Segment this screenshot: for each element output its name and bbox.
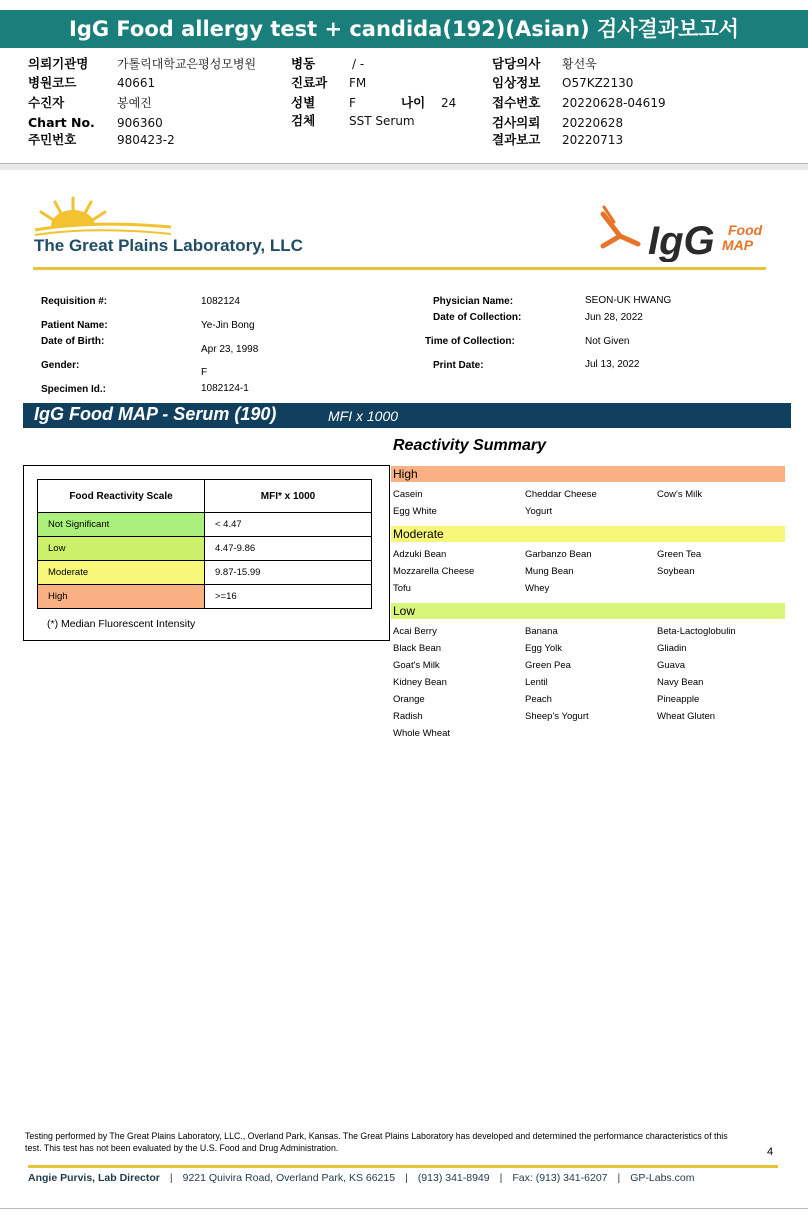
specimen-label: Specimen Id.:: [41, 384, 107, 395]
patient-name-value: Ye-Jin Bong: [201, 320, 255, 331]
collection-time-value: Not Given: [585, 336, 630, 347]
food-item: Yogurt: [525, 506, 553, 517]
food-item: Sheep's Yogurt: [525, 711, 589, 722]
panel-subtitle: MFI x 1000: [328, 408, 399, 424]
food-item: Soybean: [657, 566, 695, 577]
header-label: 병동: [291, 56, 316, 71]
header-value: 20220628-04619: [562, 96, 666, 110]
food-item: Egg White: [393, 506, 437, 517]
food-item: Gliadin: [657, 643, 687, 654]
food-item: Green Tea: [657, 549, 702, 560]
lab-name: The Great Plains Laboratory, LLC: [34, 236, 303, 255]
gender-value: F: [201, 367, 208, 378]
table-row: [38, 537, 372, 561]
header-value: 40661: [117, 76, 156, 90]
scale-footnote: (*) Median Fluorescent Intensity: [47, 618, 196, 630]
food-item: Peach: [525, 694, 552, 705]
header-value: 황선욱: [562, 57, 597, 71]
moderate-band: Moderate: [391, 526, 785, 542]
header-label: 병원코드: [28, 75, 77, 90]
food-item: Whole Wheat: [393, 728, 451, 739]
food-item: Egg Yolk: [525, 643, 562, 654]
header-label: 임상정보: [492, 75, 541, 90]
footer-contact: Angie Purvis, Lab Director | 9221 Quivira Road, Overland Park, KS 66215 | (913) 341-8949 | Fax: (913) 341-6207 | GP-Labs.com: [28, 1172, 695, 1184]
food-item: Navy Bean: [657, 677, 704, 688]
lab-fax: Fax: (913) 341-6207: [512, 1172, 608, 1184]
food-item: Mung Bean: [525, 566, 574, 577]
footer-divider: [28, 1165, 778, 1168]
table-row: [38, 585, 372, 609]
food-item: Guava: [657, 660, 685, 671]
scale-range-cell: >=16: [205, 585, 372, 609]
footer-disclaimer: Testing performed by The Great Plains Laboratory, LLC., Overland Park, Kansas. The Great Plains Laboratory has developed and determined the performance characteristics of this test. This test has not been evaluated by the U.S. Food and Drug Administration.: [25, 1131, 728, 1153]
reactivity-scale-table: [37, 479, 372, 609]
food-item: Casein: [393, 489, 423, 500]
table-header: MFI* x 1000: [205, 480, 372, 513]
low-band: Low: [391, 603, 785, 619]
report-title: IgG Food allergy test + candida(192)(Asian) 검사결과보고서: [0, 10, 808, 48]
table-row: [38, 513, 372, 537]
food-item: Garbanzo Bean: [525, 549, 592, 560]
lab-address: 9221 Quivira Road, Overland Park, KS 66215: [182, 1172, 396, 1184]
header-label: 담당의사: [492, 56, 541, 71]
table-header-row: [38, 480, 372, 513]
igg-logo-text: IgG: [648, 219, 715, 262]
header-value: 20220628: [562, 116, 624, 130]
requisition-label: Requisition #:: [41, 296, 108, 307]
lab-phone: (913) 341-8949: [417, 1172, 490, 1184]
map-logo-text: MAP: [722, 237, 754, 253]
food-item: Orange: [393, 694, 425, 705]
food-item: Tofu: [393, 583, 411, 594]
reactivity-summary-title: Reactivity Summary: [393, 437, 546, 454]
gold-divider: [33, 267, 766, 270]
dob-value: Apr 23, 1998: [201, 344, 259, 355]
requisition-value: 1082124: [201, 296, 240, 307]
header-value: / -: [352, 57, 365, 71]
food-item: Wheat Gluten: [657, 711, 716, 722]
header-label: 검체: [291, 113, 316, 128]
lab-website[interactable]: GP-Labs.com: [630, 1172, 695, 1184]
collection-date-value: Jun 28, 2022: [585, 312, 643, 323]
table-header: Food Reactivity Scale: [38, 480, 205, 513]
section-divider: [0, 163, 808, 170]
collection-time-label: Time of Collection:: [425, 336, 515, 347]
food-item: Lentil: [525, 677, 548, 688]
patient-name-label: Patient Name:: [41, 320, 108, 331]
scale-level-cell: Moderate: [38, 561, 205, 585]
physician-label: Physician Name:: [433, 296, 514, 307]
lab-director: Angie Purvis, Lab Director: [28, 1172, 160, 1184]
sun-logo-icon: [33, 194, 173, 238]
scale-range-cell: 4.47-9.86: [205, 537, 372, 561]
table-row: [38, 561, 372, 585]
header-value: 가톨릭대학교은평성모병원: [117, 57, 257, 71]
header-label: 나이: [401, 95, 426, 110]
food-logo-text: Food: [728, 222, 763, 238]
gender-label: Gender:: [41, 360, 80, 371]
header-value: 906360: [117, 116, 163, 130]
header-label: 의뢰기관명: [28, 56, 89, 71]
high-band: High: [391, 466, 785, 482]
food-item: Radish: [393, 711, 423, 722]
food-item: Beta-Lactoglobulin: [657, 626, 736, 637]
print-date-label: Print Date:: [433, 360, 484, 371]
food-item: Mozzarella Cheese: [393, 566, 475, 577]
food-item: Kidney Bean: [393, 677, 447, 688]
food-item: Cow's Milk: [657, 489, 703, 500]
header-value: FM: [349, 76, 367, 90]
header-value: O57KZ2130: [562, 76, 634, 90]
scale-level-cell: High: [38, 585, 205, 609]
collection-date-label: Date of Collection:: [433, 312, 522, 323]
food-item: Acai Berry: [393, 626, 437, 637]
igg-food-map-logo-icon: [600, 202, 770, 262]
panel-title: IgG Food MAP - Serum (190): [34, 404, 277, 424]
reactivity-scale-box: [23, 465, 390, 641]
food-item: Banana: [525, 626, 558, 637]
scale-level-cell: Low: [38, 537, 205, 561]
food-item: Black Bean: [393, 643, 442, 654]
panel-header: [23, 403, 791, 428]
scale-level-cell: Not Significant: [38, 513, 205, 537]
scale-range-cell: < 4.47: [205, 513, 372, 537]
header-value: F: [349, 96, 356, 110]
header-value: 20220713: [562, 133, 624, 147]
scale-range-cell: 9.87-15.99: [205, 561, 372, 585]
dob-label: Date of Birth:: [41, 336, 105, 347]
food-item: Adzuki Bean: [393, 549, 447, 560]
header-label: 진료과: [291, 75, 328, 90]
specimen-value: 1082124-1: [201, 383, 249, 394]
header-label: Chart No.: [28, 115, 95, 130]
header-label: 성별: [291, 95, 316, 110]
header-label: 주민번호: [28, 132, 77, 147]
food-item: Pineapple: [657, 694, 700, 705]
header-value: 24: [441, 96, 457, 110]
food-item: Green Pea: [525, 660, 571, 671]
physician-value: SEON-UK HWANG: [585, 295, 672, 306]
header-label: 수진자: [28, 95, 65, 110]
header-label: 검사의뢰: [492, 115, 541, 130]
print-date-value: Jul 13, 2022: [585, 359, 640, 370]
page-bottom-border: [0, 1208, 808, 1209]
food-item: Cheddar Cheese: [525, 489, 597, 500]
header-value: SST Serum: [349, 114, 415, 128]
header-label: 접수번호: [492, 95, 541, 110]
food-item: Whey: [525, 583, 550, 594]
food-item: Goat's Milk: [393, 660, 440, 671]
header-label: 결과보고: [492, 132, 541, 147]
header-value: 980423-2: [117, 133, 175, 147]
header-value: 봉예진: [117, 96, 152, 110]
page-number: 4: [767, 1146, 774, 1158]
